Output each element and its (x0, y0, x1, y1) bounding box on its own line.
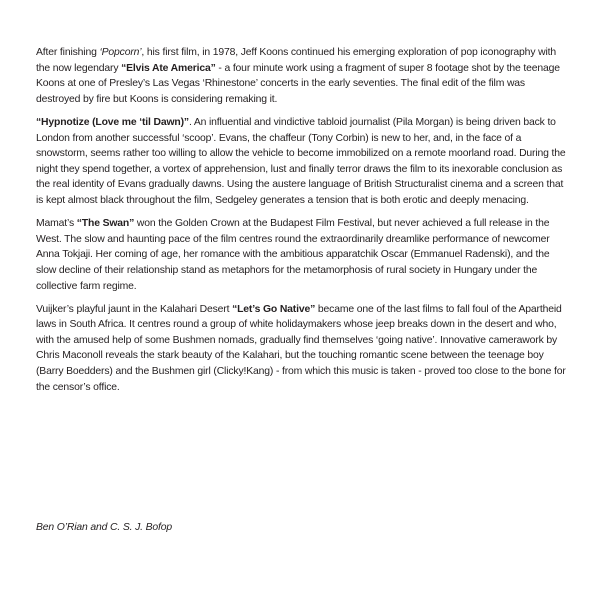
film-title: “Hypnotize (Love me ‘til Dawn)” (36, 116, 189, 128)
text-run: Vuijker’s playful jaunt in the Kalahari Desert (36, 303, 233, 315)
paragraph-lets-go-native (36, 302, 568, 396)
film-title-italic: ‘Popcorn’ (99, 47, 142, 58)
text-run: After finishing (36, 47, 100, 58)
film-title: “Elvis Ate America” (121, 62, 216, 74)
film-title: “The Swan” (76, 218, 135, 230)
film-title: “Let’s Go Native” (232, 303, 316, 315)
text-run: , his first film, in 1978, Jeff Koons continued his emerging exploration of pop iconography with the now legendary (36, 47, 556, 74)
paragraph-the-swan (36, 216, 568, 294)
text-run: Mamat’s (36, 218, 77, 230)
text-run: . An influential and vindictive tabloid journalist (Pila Morgan) is being driven back to London from another successful ‘scoop’. Evans, the chaffeur (Tony Corbin) is new to her, and, in the face of a snowstorm, seems rather too willing to allow the vehicle to become immobilized on a remote moorland road. During the night they spend together, a vortex of apprehension, lust and finally terror draws the film to its inexorable conclusion as the real identity of Evans gradually dawns. Using the austere language of British Structuralist cinema and a screen that is kept almost black throughout the film, Sedgeley generates a tension that is both erotic and deeply menacing. (36, 116, 566, 206)
liner-notes (36, 45, 568, 403)
text-run: became one of the last films to fall foul of the Apartheid laws in South Africa. It centres round a group of white holidaymakers whose jeep breaks down in the desert and who, with the amused help of some Bushmen nomads, gradually find themselves ‘going native’. Innovative camerawork by Chris Maconoll reveals the stark beauty of the Kalahari, but the touching romantic scene between the teenage boy (Barry Boedders) and the Bushmen girl (Clicky!Kang) - from which this music is taken - proved too close to the bone for the censor’s office. (36, 303, 566, 393)
author-signature: Ben O’Rian and C. S. J. Bofop (36, 522, 172, 533)
paragraph-elvis-ate-america (36, 45, 568, 107)
text-run: won the Golden Crown at the Budapest Film Festival, but never achieved a full release in the West. The slow and haunting pace of the film centres round the extraordinarily dreamlike performance of newcomer Anna Tokjaji. Her coming of age, her romance with the ambitious apparatchik Oscar (Emmanuel Radenski), and the slow decline of their relationship stand as metaphors for the metamorphosis of rural society in Hungary under the collective farm regime. (36, 218, 550, 292)
paragraph-hypnotize (36, 115, 568, 209)
text-run: - a four minute work using a fragment of super 8 footage shot by the teenage Koons at one of Presley’s Las Vegas ‘Rhinestone’ concerts in the early seventies. The final edit of the film was destroyed by fire but Koons is considering remaking it. (36, 62, 560, 105)
